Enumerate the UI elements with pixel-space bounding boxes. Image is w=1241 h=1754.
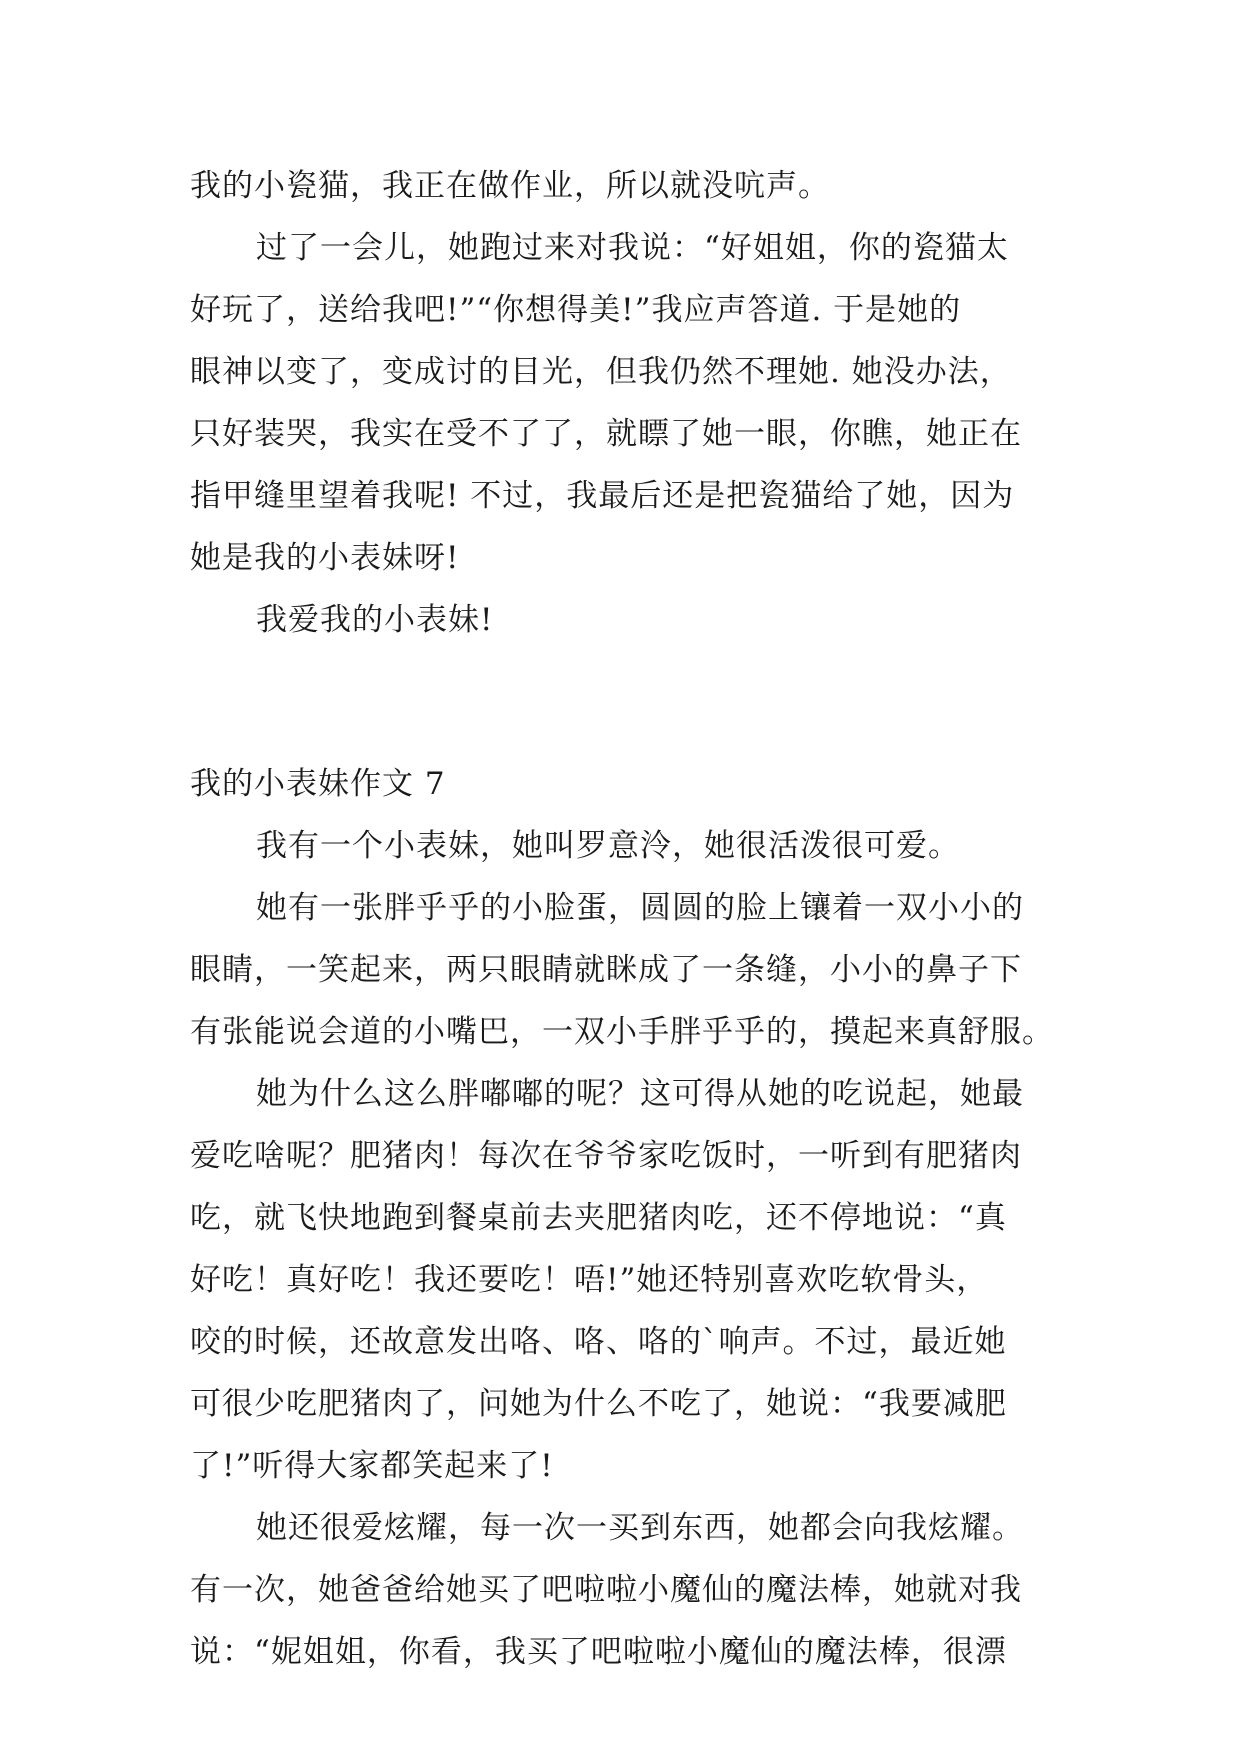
paragraph-line: 好玩了，送给我吧!”“你想得美!”我应声答道. 于是她的 [190,292,962,328]
essay-heading: 我的小表妹作文 7 [190,766,446,802]
paragraph-line: 可很少吃肥猪肉了，问她为什么不吃了，她说：“我要减肥 [190,1386,1007,1422]
paragraph-line: 我有一个小表妹，她叫罗意泠，她很活泼很可爱。 [256,828,960,864]
paragraph-line: 了!”听得大家都笑起来了! [190,1448,554,1484]
paragraph-line: 爱吃啥呢？肥猪肉！每次在爷爷家吃饭时，一听到有肥猪肉 [190,1138,1022,1174]
paragraph-line: 我爱我的小表妹! [256,602,494,638]
paragraph-line: 指甲缝里望着我呢! 不过，我最后还是把瓷猫给了她，因为 [190,478,1015,514]
paragraph-line: 眼睛，一笑起来，两只眼睛就眯成了一条缝，小小的鼻子下 [190,952,1022,988]
essay-text [190,155,1070,1683]
paragraph-line: 吃，就飞快地跑到餐桌前去夹肥猪肉吃，还不停地说：“真 [190,1200,1007,1236]
paragraph-line: 我的小瓷猫，我正在做作业，所以就没吭声。 [190,168,830,204]
paragraph-line: 眼神以变了，变成讨的目光，但我仍然不理她. 她没办法， [190,354,1012,390]
paragraph-line: 过了一会儿，她跑过来对我说：“好姐姐，你的瓷猫太 [256,230,1009,266]
paragraph-line: 她是我的小表妹呀! [190,540,460,576]
paragraph-line: 说：“妮姐姐，你看，我买了吧啦啦小魔仙的魔法棒，很漂 [190,1634,1007,1670]
paragraph-line: 她还很爱炫耀，每一次一买到东西，她都会向我炫耀。 [256,1510,1024,1546]
paragraph-line: 她为什么这么胖嘟嘟的呢？这可得从她的吃说起，她最 [256,1076,1024,1112]
section-gap [190,651,1070,753]
paragraph-line: 只好装哭，我实在受不了了，就瞟了她一眼，你瞧，她正在 [190,416,1022,452]
paragraph-line: 她有一张胖乎乎的小脸蛋，圆圆的脸上镶着一双小小的 [256,890,1024,926]
paragraph-line: 好吃！真好吃！我还要吃！唔!”她还特别喜欢吃软骨头， [190,1262,989,1298]
paragraph-line: 有一次，她爸爸给她买了吧啦啦小魔仙的魔法棒，她就对我 [190,1572,1022,1608]
paragraph-line: 有张能说会道的小嘴巴，一双小手胖乎乎的，摸起来真舒服。 [190,1014,1054,1050]
paragraph-line: 咬的时候，还故意发出咯、咯、咯的`响声。不过，最近她 [190,1324,1007,1360]
